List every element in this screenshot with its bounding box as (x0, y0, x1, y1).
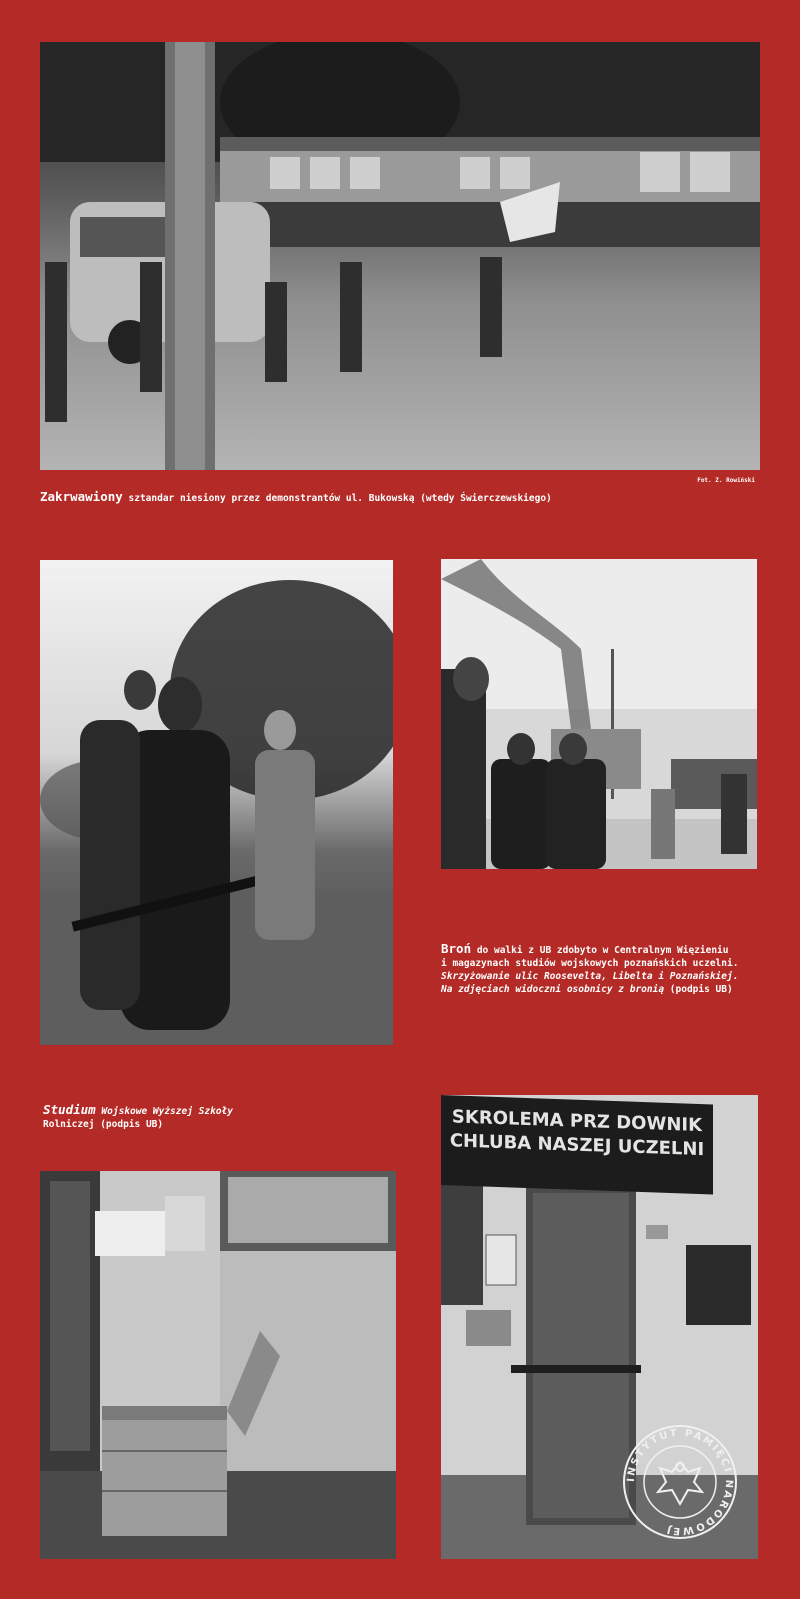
caption-line-2: i magazynach studiów wojskowych poznańskich uczelni. (441, 958, 739, 969)
caption-text: do walki z UB zdobyto w Centralnym Więzieniu (471, 945, 729, 956)
caption-text: Wojskowe Wyższej Szkoły (95, 1106, 233, 1117)
ipn-stamp-seal (620, 1422, 740, 1542)
caption-italic-text: Na zdjęciach widoczni osobnicy z bronią (441, 984, 665, 995)
caption-lead-word: Broń (441, 941, 472, 956)
photo-armed-men-image (40, 560, 393, 1045)
banner-line-1: SKROLEMA PRZ DOWNIK (451, 1106, 703, 1137)
photo-armed-men (40, 560, 393, 1045)
caption-line-2: Rolniczej (podpis UB) (43, 1119, 164, 1130)
ipn-stamp-text: INSTYTUT PAMIĘCI NARODOWEJ (625, 1427, 735, 1537)
caption-line-3: Skrzyżowanie ulic Roosevelta, Libelta i Poznańskiej. (441, 971, 739, 982)
caption-line-1 (441, 942, 791, 957)
photo-intersection-image (441, 559, 757, 869)
caption-lead-word: Zakrwawiony (40, 489, 123, 504)
photo-storage-room (40, 1171, 396, 1559)
photo-credit: Fot. Z. Rowiński (697, 477, 755, 484)
photo-demonstrators-street (40, 42, 760, 470)
photo-caption-weapons (441, 942, 791, 996)
eagle-icon (658, 1462, 702, 1504)
caption-text: (podpis UB) (664, 984, 733, 995)
ipn-stamp (620, 1422, 740, 1542)
photo-caption-studium (43, 1103, 373, 1131)
corridor-banner (441, 1095, 713, 1194)
photo-storage-room-image (40, 1171, 396, 1559)
caption-line-4 (441, 983, 791, 996)
photo-intersection (441, 559, 757, 869)
photo-demonstrators-street-image (40, 42, 760, 470)
caption-line-1 (43, 1103, 373, 1118)
caption-lead-word: Studium (43, 1102, 96, 1117)
photo-caption-demonstrators (40, 490, 760, 505)
banner-line-2: CHLUBA NASZEJ UCZELNI (449, 1130, 705, 1161)
svg-text:INSTYTUT PAMIĘCI NARODOWEJ (626, 1428, 734, 1537)
caption-text: sztandar niesiony przez demonstrantów ul. Bukowską (wtedy Świerczewskiego) (122, 493, 552, 504)
